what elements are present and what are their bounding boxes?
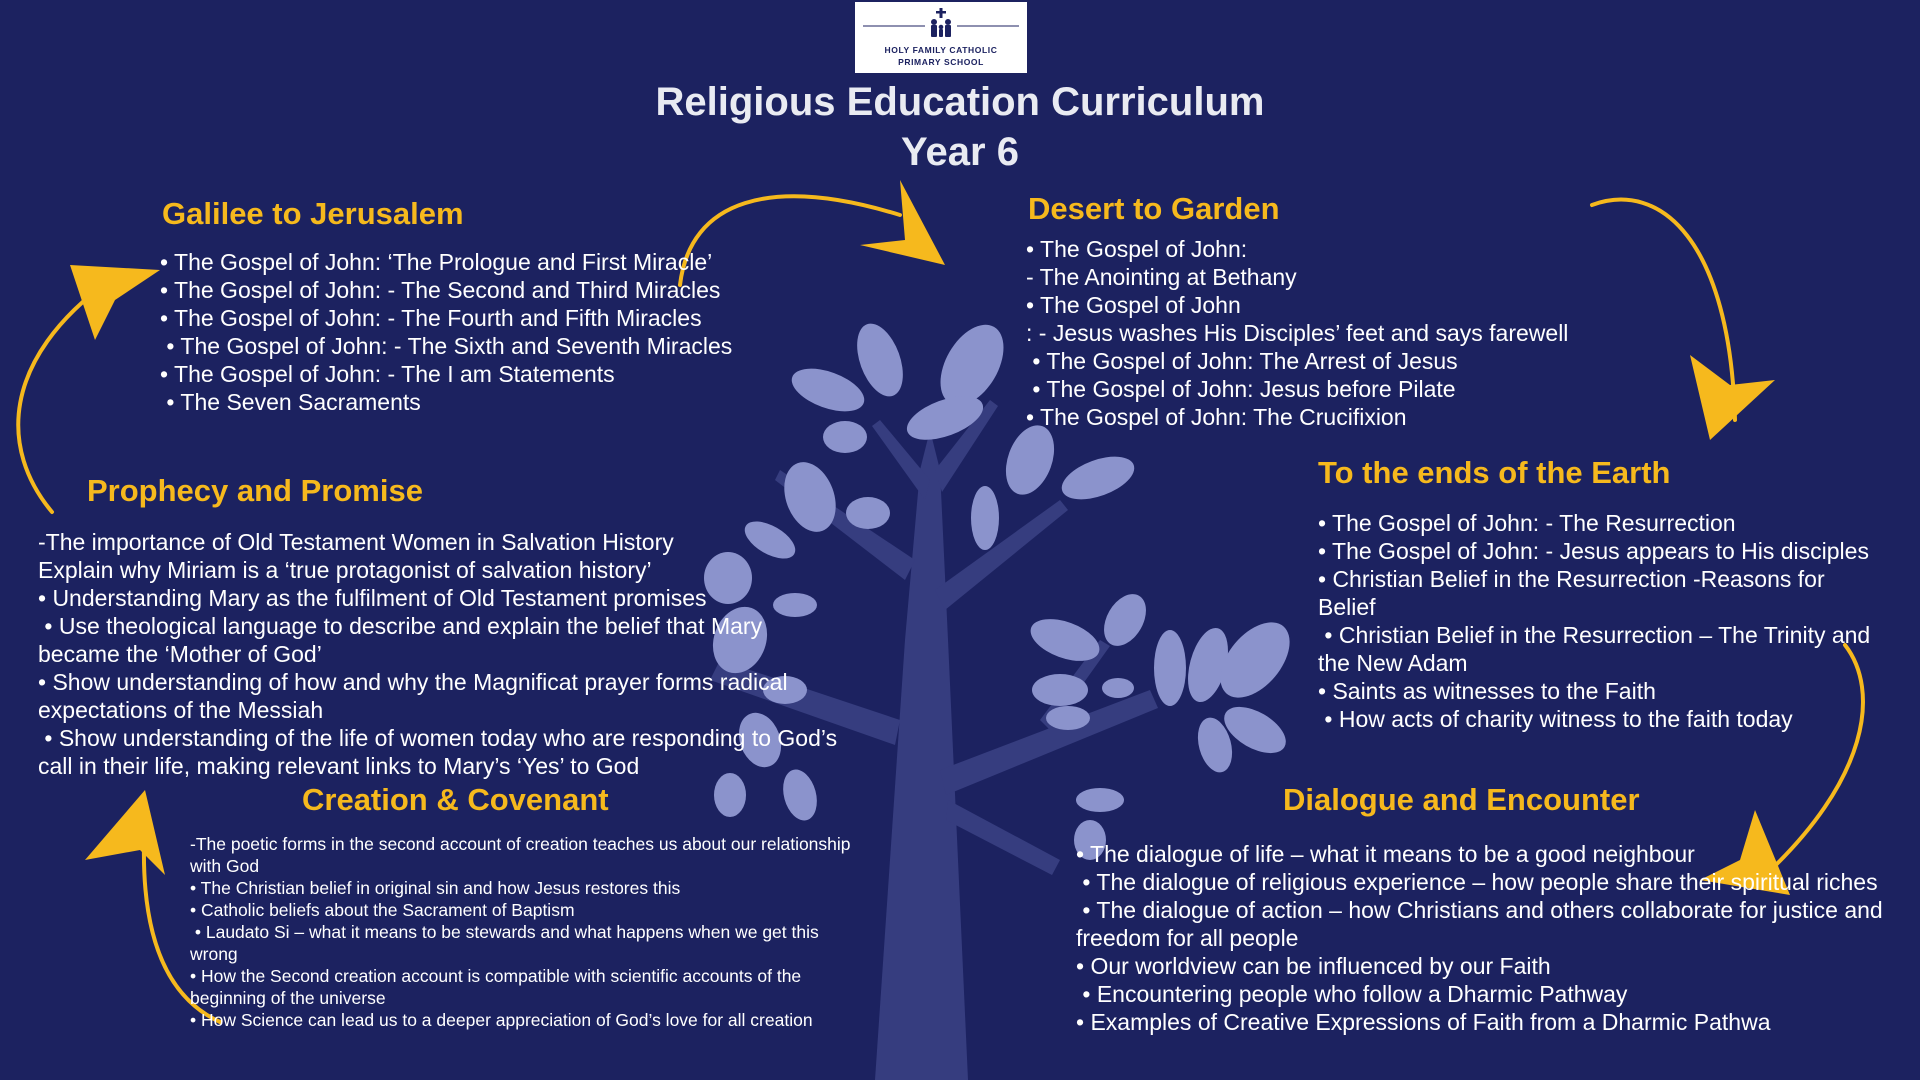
list-item: -The importance of Old Testament Women in Salvation History xyxy=(38,529,674,555)
list-item: • The Gospel of John: - The I am Statements xyxy=(160,361,615,387)
list-item: • Saints as witnesses to the Faith xyxy=(1318,678,1656,704)
heading-earth: To the ends of the Earth xyxy=(1318,455,1671,490)
list-item: • Examples of Creative Expressions of Faith from a Dharmic Pathwa xyxy=(1076,1009,1771,1035)
arrowhead-prophecy xyxy=(85,790,165,875)
list-item: Explain why Miriam is a ‘true protagonist of salvation history’ xyxy=(38,557,652,583)
list-creation xyxy=(190,833,860,1031)
list-item: • The dialogue of action – how Christians and others collaborate for justice and freedom for all people xyxy=(1076,897,1890,951)
holy-family-icon xyxy=(855,2,1027,44)
heading-galilee: Galilee to Jerusalem xyxy=(162,196,464,231)
list-item: • The Seven Sacraments xyxy=(160,389,421,415)
list-item: • The Gospel of John: The Arrest of Jesus xyxy=(1026,348,1458,374)
list-item: • Laudato Si – what it means to be stewards and what happens when we get this wrong xyxy=(190,922,824,964)
list-item: - The Anointing at Bethany xyxy=(1026,264,1297,290)
list-desert xyxy=(1026,235,1626,431)
list-item: • Christian Belief in the Resurrection -Reasons for Belief xyxy=(1318,566,1831,620)
arrowhead-desert xyxy=(860,180,945,265)
list-earth xyxy=(1318,509,1888,733)
list-item: • Christian Belief in the Resurrection – The Trinity and the New Adam xyxy=(1318,622,1877,676)
logo-line-1: HOLY FAMILY CATHOLIC xyxy=(884,45,998,55)
list-item: • The Gospel of John: Jesus before Pilate xyxy=(1026,376,1456,402)
list-item: • How Science can lead us to a deeper appreciation of God’s love for all creation xyxy=(190,1010,813,1030)
list-item: • Our worldview can be influenced by our Faith xyxy=(1076,953,1551,979)
list-item: • The Gospel of John: ‘The Prologue and First Miracle’ xyxy=(160,249,713,275)
heading-dialogue: Dialogue and Encounter xyxy=(1283,782,1640,817)
list-item: • The Gospel of John: xyxy=(1026,236,1248,262)
list-item: • The Gospel of John: - The Second and Third Miracles xyxy=(160,277,721,303)
list-item: • How the Second creation account is compatible with scientific accounts of the beginning of the universe xyxy=(190,966,807,1008)
list-item: • The Gospel of John: - Jesus appears to His disciples xyxy=(1318,538,1869,564)
list-dialogue xyxy=(1076,840,1896,1036)
heading-creation: Creation & Covenant xyxy=(302,782,609,817)
list-item: : - Jesus washes His Disciples’ feet and says farewell xyxy=(1026,320,1569,346)
list-item: • The dialogue of life – what it means to be a good neighbour xyxy=(1076,841,1695,867)
page-subtitle: Year 6 xyxy=(901,130,1019,174)
list-item: • Catholic beliefs about the Sacrament of Baptism xyxy=(190,900,575,920)
page-title: Religious Education Curriculum xyxy=(655,80,1265,124)
logo-line-2: PRIMARY SCHOOL xyxy=(898,57,984,67)
list-item: • The Gospel of John: - The Fourth and Fifth Miracles xyxy=(160,305,702,331)
heading-desert: Desert to Garden xyxy=(1028,191,1280,226)
heading-prophecy: Prophecy and Promise xyxy=(87,473,423,508)
list-item: • Encountering people who follow a Dharmic Pathway xyxy=(1076,981,1628,1007)
list-item: • The Gospel of John: - The Sixth and Seventh Miracles xyxy=(160,333,733,359)
list-item: • The Gospel of John: - The Resurrection xyxy=(1318,510,1736,536)
list-item: • Show understanding of the life of women today who are responding to God’s call in their life, making relevant links to Mary’s ‘Yes’ to God xyxy=(38,725,844,779)
school-logo xyxy=(855,2,1027,73)
list-galilee xyxy=(160,248,800,416)
list-item: • The Gospel of John xyxy=(1026,292,1241,318)
list-item: • Show understanding of how and why the Magnificat prayer forms radical expectations of the Messiah xyxy=(38,669,794,723)
list-item: • The Gospel of John: The Crucifixion xyxy=(1026,404,1407,430)
list-item: • The dialogue of religious experience – how people share their spiritual riches xyxy=(1076,869,1878,895)
list-item: -The poetic forms in the second account of creation teaches us about our relationship with God xyxy=(190,834,856,876)
arrowhead-galilee xyxy=(70,265,160,340)
list-item: • Use theological language to describe and explain the belief that Mary became the ‘Mother of God’ xyxy=(38,613,769,667)
list-prophecy xyxy=(38,528,848,780)
list-item: • How acts of charity witness to the faith today xyxy=(1318,706,1793,732)
list-item: • Understanding Mary as the fulfilment of Old Testament promises xyxy=(38,585,707,611)
list-item: • The Christian belief in original sin and how Jesus restores this xyxy=(190,878,681,898)
